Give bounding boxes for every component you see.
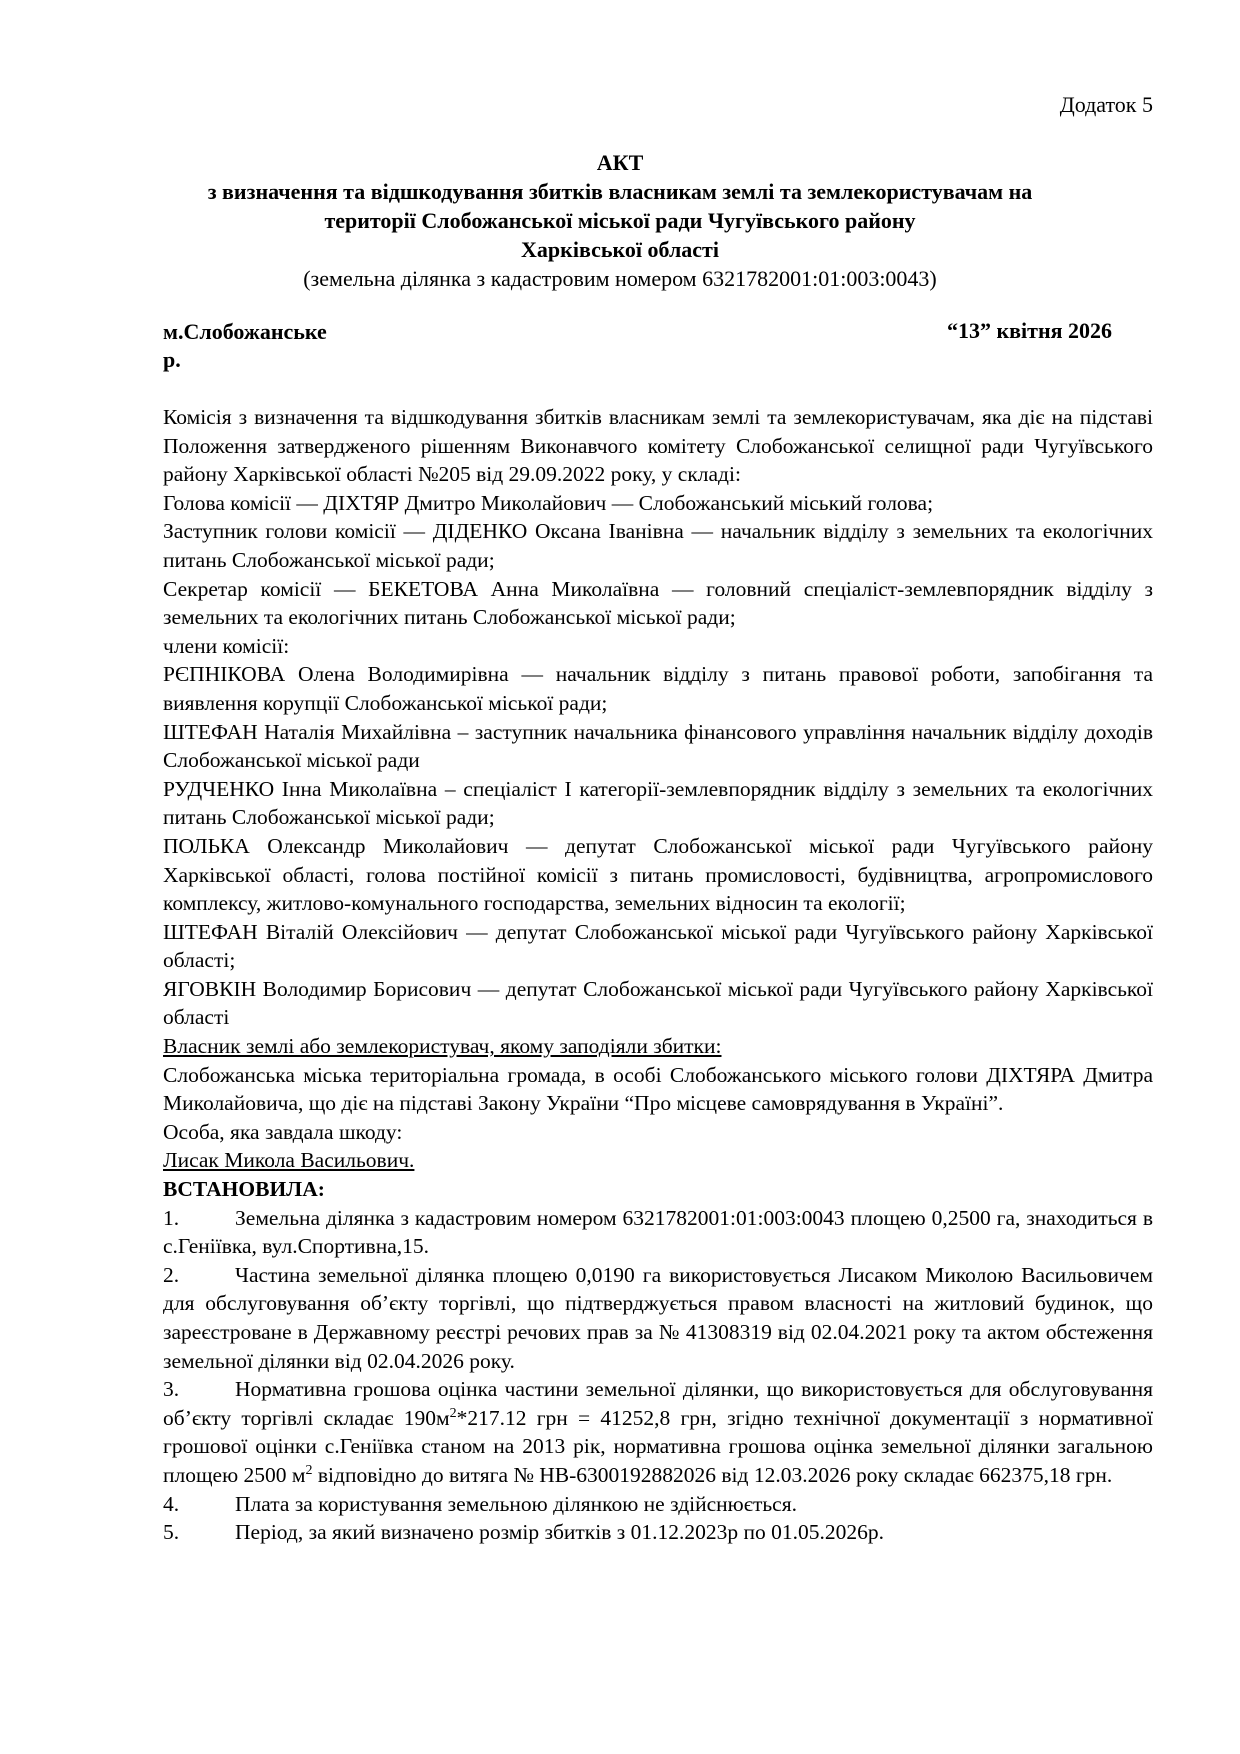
place-name: м.Слобожанське [163,319,327,344]
finding-text-part: Нормативна грошова оцінка частини земельної ділянки, що використовується для обслуговування об’єкту торгівлі складає 190м [163,1377,1153,1430]
year-suffix: р. [163,347,181,372]
commission-member: РЄПНІКОВА Олена Володимирівна — начальник відділу з питань правової роботи, запобігання та виявлення корупції Слобожанської міської ради; [163,662,1153,715]
title-block [0,148,1240,293]
finding-text: Земельна ділянка з кадастровим номером 6321782001:01:003:0043 площею 0,2500 га, знаходиться в с.Геніївка, вул.Спортивна,15. [163,1205,1153,1259]
finding-item [163,1375,1153,1489]
finding-text-part: *217.12 грн = 41252,8 грн, згідно технічної документації з нормативної грошової оцінки с.Геніївка станом на 2013 рік, нормативна грошова оцінка земельної ділянки загальною площею 2500 м [163,1405,1154,1487]
finding-item [163,1261,1153,1375]
finding-item [163,1204,1153,1261]
findings-heading: ВСТАНОВИЛА: [163,1177,325,1202]
owner-text: Слобожанська міська територіальна громада, в особі Слобожанського міського голови ДІХТЯРА Дмитра Миколайовича, що діє на підставі Закону України “Про місцеве самоврядування в Україні”. [163,1062,1153,1116]
commission-intro: Комісія з визначення та відшкодування збитків власникам землі та землекористувачам, яка діє на підставі Положення затвердженого рішенням Виконавчого комітету Слобожанської селищної ради Чугуївського району Харківської області №205 від 29.09.2022 року, у складі: [163,405,1153,487]
superscript: 2 [449,1405,457,1421]
finding-text: Частина земельної ділянка площею 0,0190 га використовується Лисаком Миколою Васильовичем для обслуговування об’єкту торгівлі, що підтверджується правом власності на житловий будинок, що зареєстроване в Державному реєстрі речових прав за № 41308319 від 02.04.2021 року та актом обстеження земельної ділянки від 02.04.2026 року. [163,1262,1153,1373]
commission-deputy: Заступник голови комісії — ДІДЕНКО Оксана Іванівна — начальник відділу з земельних та екологічних питань Слобожанської міської ради; [163,519,1153,572]
finding-text-part: відповідно до витяга № НВ-6300192882026 від 12.03.2026 року складає 662375,18 грн. [312,1462,1113,1487]
commission-member: ЯГОВКІН Володимир Борисович — депутат Слобожанської міської ради Чугуївського району Харківської області [163,976,1153,1030]
finding-number: 4. [163,1491,180,1516]
document-date: “13” квітня 2026 [947,318,1113,343]
place-block [163,318,327,374]
owner-label: Власник землі або землекористувач, якому заподіяли збитки: [163,1034,722,1059]
offender-label: Особа, яка завдала шкоду: [163,1119,403,1144]
document-subtitle-line-3: Харківської області [521,237,719,262]
commission-member: ПОЛЬКА Олександр Миколайович — депутат Слобожанської міської ради Чугуївського району Харківської області, голова постійної комісії з питань промисловості, будівництва, агропромислового комплексу, житлово-комунального господарства, земельних відносин та екології; [163,833,1153,916]
document-title: АКТ [596,150,644,175]
superscript: 2 [305,1462,313,1478]
finding-text: Плата за користування земельною ділянкою не здійснюється. [235,1491,797,1516]
commission-member: РУДЧЕНКО Інна Миколаївна – спеціаліст І категорії-землевпорядник відділу з земельних та екологічних питань Слобожанської міської ради; [163,776,1153,830]
finding-number: 1. [163,1205,180,1230]
appendix-label: Додаток 5 [1059,92,1153,117]
cadastral-note: (земельна ділянка з кадастровим номером 6321782001:01:003:0043) [303,266,937,291]
document-subtitle-line-1: з визначення та відшкодування збитків власникам землі та землекористувачам на [207,179,1033,204]
finding-number: 2. [163,1262,180,1287]
finding-text: Період, за який визначено розмір збитків з 01.12.2023р по 01.05.2026р. [235,1520,884,1545]
finding-item [163,1490,1153,1519]
document-body [163,403,1153,1547]
document-subtitle-line-2: території Слобожанської міської ради Чугуївського району [324,208,916,233]
finding-number: 3. [163,1377,180,1402]
commission-members-label: члени комісії: [163,633,290,658]
offender-name: Лисак Микола Васильович. [163,1148,415,1173]
finding-number: 5. [163,1520,180,1545]
commission-head: Голова комісії — ДІХТЯР Дмитро Миколайович — Слобожанський міський голова; [163,490,934,515]
commission-member: ШТЕФАН Наталія Михайлівна – заступник начальника фінансового управління начальник відділу доходів Слобожанської міської ради [163,719,1153,773]
commission-secretary: Секретар комісії — БЕКЕТОВА Анна Миколаївна — головний спеціаліст-землевпорядник відділу з земельних та екологічних питань Слобожанської міської ради; [163,576,1153,630]
commission-member: ШТЕФАН Віталій Олексійович — депутат Слобожанської міської ради Чугуївського району Харківської області; [163,919,1153,973]
finding-item [163,1518,1153,1547]
